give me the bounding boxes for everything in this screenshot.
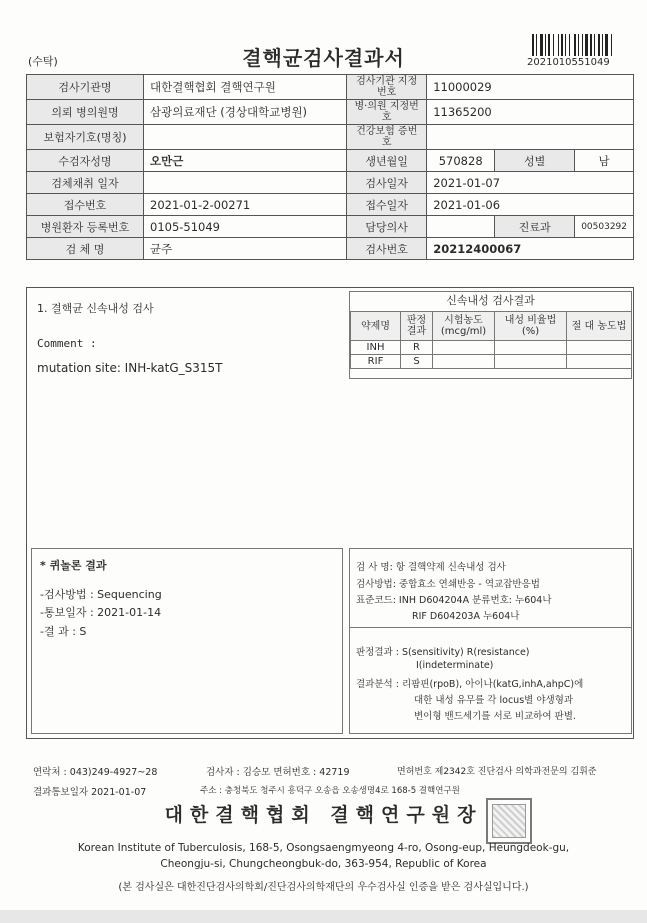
patient-label: 수검자성명 — [27, 150, 144, 172]
test-date-value: 2021-01-07 — [427, 172, 634, 194]
page-edge — [0, 910, 647, 923]
quinolone-method: -검사방법 : Sequencing — [40, 588, 162, 601]
address: 주소 : 충청북도 청주시 흥덕구 오송읍 오송생명4로 168-5 결핵연구원 — [200, 786, 460, 796]
doctor-value — [427, 216, 495, 238]
drug-cell: INH — [351, 341, 401, 355]
hospital-value: 삼광의료재단 (경상대학교병원) — [144, 100, 347, 125]
quinolone-result: -결 과 : S — [40, 625, 87, 638]
receipt-date-label: 접수일자 — [347, 194, 427, 216]
barcode — [532, 34, 624, 56]
col-concentration: 시험농도 (mcg/ml) — [433, 312, 495, 341]
standard-code-2: RIF D604203A 누604나 — [412, 611, 520, 622]
hosp-code-label: 병·의원 지정번호 — [347, 100, 427, 125]
col-proportion: 내성 비율법(%) — [495, 312, 567, 341]
collect-date-value — [144, 172, 347, 194]
sensitivity-table — [350, 311, 632, 369]
dob-label: 생년월일 — [347, 150, 427, 172]
dept-value: 00503292 — [575, 216, 634, 238]
dept-label: 진료과 — [495, 216, 575, 238]
empty-cell — [567, 341, 632, 355]
col-result: 판정 결과 — [401, 312, 433, 341]
inst-code-value: 11000029 — [427, 75, 634, 100]
criteria-2: I(indeterminate) — [416, 660, 494, 671]
criteria: 판정결과 : S(sensitivity) R(resistance) — [356, 647, 530, 658]
sex-label: 성별 — [495, 150, 575, 172]
report-date: 결과통보일자 2021-01-07 — [33, 787, 147, 798]
drug-cell: RIF — [351, 355, 401, 369]
test-date-label: 검사일자 — [347, 172, 427, 194]
test-name: 검 사 명: 항 결핵약제 신속내성 검사 — [356, 562, 506, 573]
standard-code-1: 표준코드: INH D604204A 분류번호: 누604나 — [356, 595, 552, 606]
analysis-1: 결과분석 : 리팜핀(rpoB), 아이나(katG,inhA,ahpC)에 — [356, 679, 584, 690]
reg-no-value: 0105-51049 — [144, 216, 347, 238]
collect-date-label: 검체채취 일자 — [27, 172, 144, 194]
receipt-date-value: 2021-01-06 — [427, 194, 634, 216]
org-english-line-2: Cheongju-si, Chungcheongbuk-do, 363-954, Republic of Korea — [160, 858, 487, 870]
health-ins-label: 건강보험 증번호 — [347, 125, 427, 150]
empty-cell — [495, 341, 567, 355]
result-cell: S — [401, 355, 433, 369]
dob-value: 570828 — [427, 150, 495, 172]
result-cell: R — [401, 341, 433, 355]
divider — [349, 627, 632, 628]
empty-cell — [433, 355, 495, 369]
quinolone-title: * 퀴놀론 결과 — [40, 559, 107, 572]
org-english-line-1: Korean Institute of Tuberculosis, 168-5, Osongsaengmyeong 4-ro, Osong-eup, Heungdeok-gu, — [77, 842, 570, 854]
patient-info-table — [26, 74, 634, 260]
mutation-site: mutation site: INH-katG_S315T — [37, 361, 223, 375]
specimen-label: 검 체 명 — [27, 238, 144, 260]
col-drug: 약제명 — [351, 312, 401, 341]
institution-value: 대한결핵협회 결핵연구원 — [144, 75, 347, 100]
insured-label: 보험자기호(명칭) — [27, 125, 144, 150]
comment-label: Comment : — [37, 337, 97, 350]
empty-cell — [567, 355, 632, 369]
quinolone-report-date: -통보일자 : 2021-01-14 — [40, 606, 162, 619]
sensitivity-title: 신속내성 검사결과 — [446, 294, 535, 307]
receipt-mark: (수탁) — [28, 55, 58, 68]
barcode-number: 2021010551049 — [527, 57, 610, 68]
sex-value: 남 — [575, 150, 634, 172]
analysis-3: 변이형 밴드세기를 서로 비교하여 판별. — [414, 711, 576, 722]
contact: 연락처 : 043)249-4927~28 — [33, 767, 158, 778]
reg-no-label: 병원환자 등록번호 — [27, 216, 144, 238]
specimen-value: 균주 — [144, 238, 347, 260]
hospital-label: 의뢰 병의원명 — [27, 100, 144, 125]
quinolone-box — [31, 548, 343, 734]
col-absolute: 절 대 농도법 — [567, 312, 632, 341]
test-method: 검사방법: 중합효소 연쇄반응 - 역교잡반응법 — [356, 579, 540, 590]
receipt-no-value: 2021-01-2-00271 — [144, 194, 347, 216]
examiner: 검사자 : 김승모 면허번호 : 42719 — [206, 767, 350, 778]
test-heading: 1. 결핵균 신속내성 검사 — [37, 302, 154, 315]
test-no-label: 검사번호 — [347, 238, 427, 260]
empty-cell — [433, 341, 495, 355]
insured-value — [144, 125, 347, 150]
official-seal-stamp — [486, 798, 532, 844]
institution-label: 검사기관명 — [27, 75, 144, 100]
receipt-no-label: 접수번호 — [27, 194, 144, 216]
organization-name: 대한결핵협회 결핵연구원장 — [164, 804, 483, 826]
certification-note: (본 검사실은 대한진단검사의학회/진단검사의학재단의 우수검사실 인증을 받은 검사실입니다.) — [118, 882, 529, 893]
document-title: 결핵균검사결과서 — [242, 46, 405, 70]
test-no-value: 20212400067 — [427, 238, 634, 260]
doctor-label: 담당의사 — [347, 216, 427, 238]
health-ins-value — [427, 125, 634, 150]
hosp-code-value: 11365200 — [427, 100, 634, 125]
inst-code-label: 검사기관 지정번호 — [347, 75, 427, 100]
patient-value: 오만근 — [144, 150, 347, 172]
analysis-2: 대한 내성 유무를 각 locus별 야생형과 — [414, 695, 574, 706]
empty-cell — [495, 355, 567, 369]
specialist: 면허번호 제2342호 진단검사 의학과전문의 김휘준 — [397, 767, 597, 777]
